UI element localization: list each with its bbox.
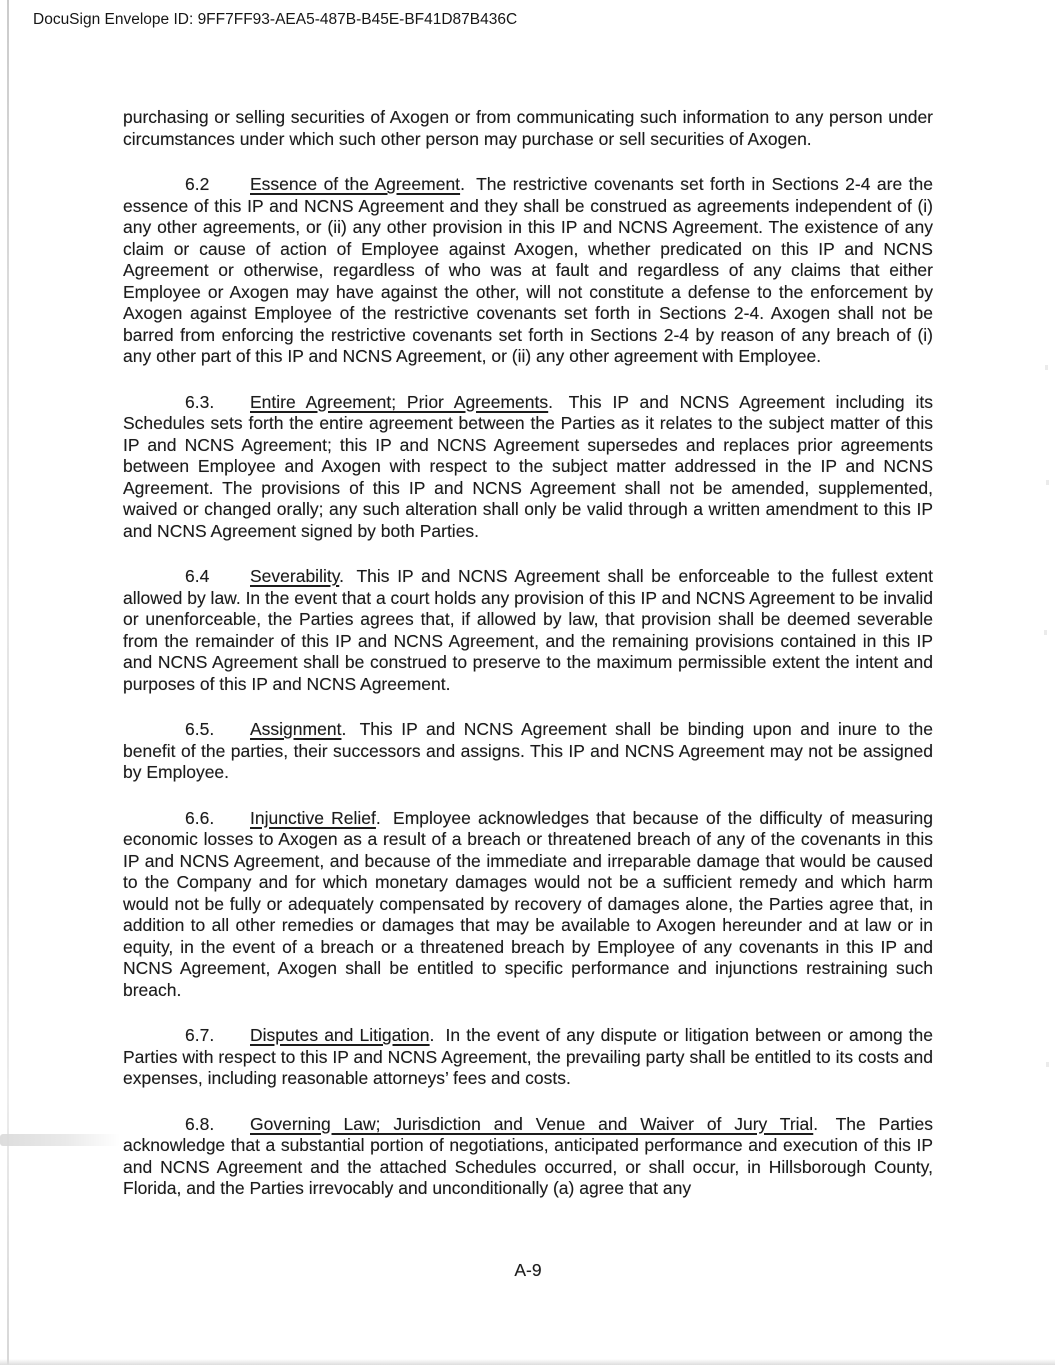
- scan-speck-artifact: [1046, 1062, 1049, 1067]
- section-paragraph-6-4: [123, 566, 933, 695]
- section-heading-punct: .: [339, 566, 345, 586]
- section-number: 6.2: [185, 174, 210, 194]
- section-heading-punct: .: [341, 719, 347, 739]
- section-heading: Severability: [250, 566, 340, 586]
- scan-speck-artifact: [1045, 365, 1048, 370]
- section-number: 6.7.: [185, 1025, 215, 1045]
- section-paragraph-6-5: [123, 719, 933, 784]
- section-heading: Assignment: [250, 719, 342, 739]
- section-heading-punct: .: [460, 174, 465, 194]
- section-heading: Disputes and Litigation: [250, 1025, 430, 1045]
- page-number: A-9: [514, 1260, 542, 1280]
- section-number: 6.6.: [185, 807, 215, 828]
- section-heading-punct: .: [375, 807, 381, 828]
- section-heading-punct: .: [813, 1113, 819, 1134]
- section-body: This IP and NCNS Agreement including its Schedules sets forth the entire agreement between the Parties as it relates to the subject matter of this IP and NCNS Agreement; this IP and NCNS Agreement supersedes and replaces prior agreements between Employee and Axogen with respect to the subject matter addressed in the IP and NCNS Agreement. The provisions of this IP and NCNS Agreement shall not be amended, supplemented, waived or changed orally; any such alteration shall only be valid through a written amendment to this IP and NCNS Agreement signed by both Parties.: [123, 391, 934, 541]
- section-paragraph-6-8: [123, 1114, 933, 1200]
- scan-bottom-edge-artifact: [0, 1359, 1055, 1365]
- section-paragraph-6-2: [123, 174, 933, 368]
- section-body: The restrictive covenants set forth in Sections 2-4 are the essence of this IP and NCNS Agreement and they shall be construed as agreements independent of (i) any other agreements, or (ii) any other provision in this IP and NCNS Agreement. The existence of any claim or cause of action of Employee against Axogen, whether predicated on this IP and NCNS Agreement or otherwise, regardless of who was at fault and regardless of any claims that either Employee or Axogen may have against the other, will not constitute a defense to the enforcement by Axogen against Employee of the restrictive covenants set forth in Sections 2-4. Axogen shall not be barred from enforcing the restrictive covenants set forth in Sections 2-4 by reason of any breach of (i) any other part of this IP and NCNS Agreement, or (ii) any other agreement with Employee.: [123, 174, 933, 366]
- section-number: 6.4: [185, 566, 210, 586]
- section-paragraph-6-6: [123, 808, 933, 1002]
- section-paragraph-6-3: [123, 392, 933, 543]
- scan-speck-artifact: [1046, 480, 1049, 485]
- section-heading: Entire Agreement; Prior Agreements: [250, 391, 549, 412]
- section-paragraph-6-7: [123, 1025, 933, 1090]
- section-number: 6.5.: [185, 719, 215, 739]
- scan-speck-artifact: [1044, 630, 1047, 635]
- section-heading: Injunctive Relief: [250, 807, 376, 828]
- section-body: This IP and NCNS Agreement shall be enforceable to the fullest extent allowed by law. In the event that a court holds any provision of this IP and NCNS Agreement to be invalid or unenforceable, the Parties agrees that, if allowed by law, that provision shall be deemed severable from the remainder of this IP and NCNS Agreement, and the remaining provisions contained in this IP and NCNS Agreement shall be construed to preserve to the maximum permissible extent the intent and purposes of this IP and NCNS Agreement.: [123, 566, 934, 694]
- document-content: [123, 107, 933, 1200]
- section-heading: Essence of the Agreement: [250, 174, 461, 194]
- section-body: This IP and NCNS Agreement shall be binding upon and inure to the benefit of the parties, their successors and assigns. This IP and NCNS Agreement may not be assigned by Employee.: [123, 719, 934, 782]
- section-heading: Governing Law; Jurisdiction and Venue and Waiver of Jury Trial: [250, 1113, 814, 1134]
- section-heading-punct: .: [548, 391, 554, 412]
- section-body: Employee acknowledges that because of the difficulty of measuring economic losses to Axogen as a result of a breach or threatened breach of any of the covenants in this IP and NCNS Agreement, and because of the immediate and irreparable damage that would be caused to the Company and for which monetary damages would not be a sufficient remedy and which harm would not be fully or adequately compensated by recovery of damages alone, the Parties agree that, in addition to all other remedies or damages that may be available to Axogen hereunder and at law or in equity, in the event of a breach or a threatened breach by Employee of any covenants in this IP and NCNS Agreement, Axogen shall be entitled to specific performance and injunctions restraining such breach.: [123, 807, 933, 1000]
- docusign-envelope-id-text: DocuSign Envelope ID: 9FF7FF93-AEA5-487B-B45E-BF41D87B436C: [33, 11, 518, 28]
- section-body: In the event of any dispute or litigation between or among the Parties with respect to this IP and NCNS Agreement, the prevailing party shall be entitled to its costs and expenses, including reasonable attorneys’ fees and costs.: [123, 1025, 933, 1088]
- scan-left-edge-artifact: [7, 0, 9, 1365]
- section-number: 6.3.: [185, 391, 215, 412]
- scan-smudge-artifact: [0, 1134, 120, 1146]
- section-body: The Parties acknowledge that a substantial portion of negotiations, anticipated performance and execution of this IP and NCNS Agreement and the attached Schedules occurred, or shall occur, in Hillsborough County, Florida, and the Parties irrevocably and unconditionally (a) agree that any: [123, 1113, 934, 1198]
- section-number: 6.8.: [185, 1113, 215, 1134]
- section-heading-punct: .: [429, 1025, 435, 1045]
- intro-paragraph: purchasing or selling securities of Axogen or from communicating such information to any person under circumstances under which such other person may purchase or sell securities of Axogen.: [123, 107, 933, 149]
